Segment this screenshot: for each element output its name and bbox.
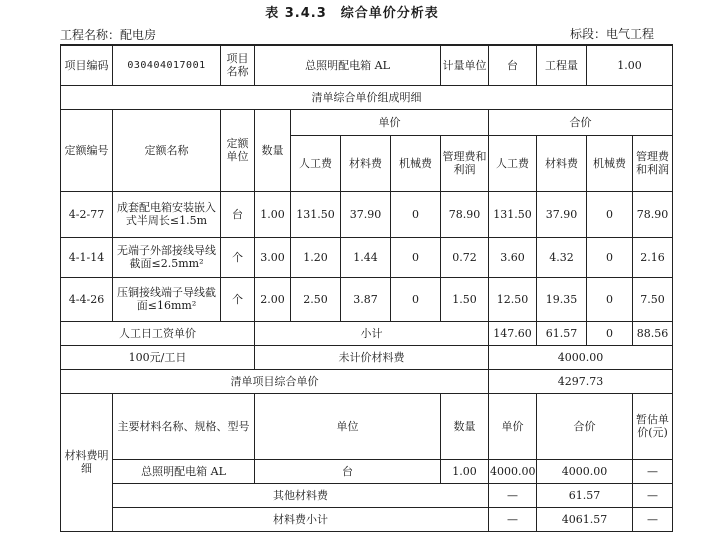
row-total-material: 37.90 — [537, 191, 587, 237]
materials-other-price: — — [489, 483, 537, 507]
row-unit-material: 1.44 — [341, 237, 391, 277]
composite-value: 4297.73 — [489, 369, 673, 393]
row-unit-machine: 0 — [391, 277, 441, 321]
row-total-material: 19.35 — [537, 277, 587, 321]
materials-item-name: 总照明配电箱 AL — [113, 459, 255, 483]
row-total-machine: 0 — [587, 237, 633, 277]
col-total-price-group: 合价 — [489, 109, 673, 135]
materials-col-unit: 单位 — [255, 393, 441, 459]
row-unit-labor: 2.50 — [291, 277, 341, 321]
materials-other-total: 61.57 — [537, 483, 633, 507]
materials-section-label: 材料费明细 — [61, 393, 113, 531]
row-total-labor: 3.60 — [489, 237, 537, 277]
unpriced-row — [61, 345, 673, 369]
subtotal-row — [61, 321, 673, 345]
code-value: 030404017001 — [113, 45, 221, 85]
row-unit: 台 — [221, 191, 255, 237]
table-row — [61, 237, 673, 277]
row-unit-mgmt: 78.90 — [441, 191, 489, 237]
subtotal-label: 小计 — [255, 321, 489, 345]
col-quota-name: 定额名称 — [113, 109, 221, 191]
col-quantity: 数量 — [255, 109, 291, 191]
row-code: 4-4-26 — [61, 277, 113, 321]
composition-title: 清单综合单价组成明细 — [61, 85, 673, 109]
materials-subtotal-label: 材料费小计 — [113, 507, 489, 531]
subtotal-machine: 0 — [587, 321, 633, 345]
row-unit-labor: 1.20 — [291, 237, 341, 277]
table-row — [61, 277, 673, 321]
materials-item-price: 4000.00 — [489, 459, 537, 483]
materials-subtotal-est-price: — — [633, 507, 673, 531]
col-total-material: 材料费 — [537, 135, 587, 191]
row-qty: 3.00 — [255, 237, 291, 277]
row-unit-material: 37.90 — [341, 191, 391, 237]
materials-item-total: 4000.00 — [537, 459, 633, 483]
composite-label: 清单项目综合单价 — [61, 369, 489, 393]
row-total-mgmt: 7.50 — [633, 277, 673, 321]
subtotal-labor: 147.60 — [489, 321, 537, 345]
materials-subtotal-price: — — [489, 507, 537, 531]
code-label: 项目编码 — [61, 45, 113, 85]
row-total-mgmt: 2.16 — [633, 237, 673, 277]
row-total-labor: 12.50 — [489, 277, 537, 321]
materials-col-qty: 数量 — [441, 393, 489, 459]
column-group-row — [61, 109, 673, 135]
col-quota-unit: 定额单位 — [221, 109, 255, 191]
qty-label: 工程量 — [537, 45, 587, 85]
name-value: 总照明配电箱 AL — [255, 45, 441, 85]
table-row — [61, 191, 673, 237]
materials-col-name: 主要材料名称、规格、型号 — [113, 393, 255, 459]
col-unit-labor: 人工费 — [291, 135, 341, 191]
col-quota-code: 定额编号 — [61, 109, 113, 191]
materials-subtotal-total: 4061.57 — [537, 507, 633, 531]
wage-value: 100元/工日 — [61, 345, 255, 369]
row-name: 无端子外部接线导线截面≤2.5mm² — [113, 237, 221, 277]
subtotal-material: 61.57 — [537, 321, 587, 345]
col-total-mgmt: 管理费和利润 — [633, 135, 673, 191]
project-name: 工程名称：配电房 — [60, 28, 157, 42]
name-label: 项目名称 — [221, 45, 255, 85]
materials-other-label: 其他材料费 — [113, 483, 489, 507]
row-qty: 2.00 — [255, 277, 291, 321]
row-total-labor: 131.50 — [489, 191, 537, 237]
qty-value: 1.00 — [587, 45, 673, 85]
materials-col-price: 单价 — [489, 393, 537, 459]
row-unit: 个 — [221, 277, 255, 321]
row-unit-mgmt: 0.72 — [441, 237, 489, 277]
row-code: 4-2-77 — [61, 191, 113, 237]
row-unit: 个 — [221, 237, 255, 277]
row-total-material: 4.32 — [537, 237, 587, 277]
row-total-machine: 0 — [587, 191, 633, 237]
composite-row — [61, 369, 673, 393]
col-total-machine: 机械费 — [587, 135, 633, 191]
row-code: 4-1-14 — [61, 237, 113, 277]
header-row — [61, 45, 673, 85]
cost-analysis-table — [60, 44, 673, 532]
row-total-machine: 0 — [587, 277, 633, 321]
materials-other-est-price: — — [633, 483, 673, 507]
wage-label: 人工日工资单价 — [61, 321, 255, 345]
unit-value: 台 — [489, 45, 537, 85]
materials-item-unit: 台 — [255, 459, 441, 483]
document-title: 表 3.4.3 综合单价分析表 — [265, 6, 439, 21]
row-unit-material: 3.87 — [341, 277, 391, 321]
materials-item-est-price: — — [633, 459, 673, 483]
materials-col-total: 合价 — [537, 393, 633, 459]
row-unit-machine: 0 — [391, 191, 441, 237]
materials-header-row — [61, 393, 673, 459]
row-name: 压铜接线端子导线截面≤16mm² — [113, 277, 221, 321]
col-unit-mgmt: 管理费和利润 — [441, 135, 489, 191]
subtotal-mgmt: 88.56 — [633, 321, 673, 345]
row-qty: 1.00 — [255, 191, 291, 237]
col-unit-material: 材料费 — [341, 135, 391, 191]
unpriced-value: 4000.00 — [489, 345, 673, 369]
row-unit-machine: 0 — [391, 237, 441, 277]
section-label: 标段：电气工程 — [569, 27, 654, 41]
materials-subtotal-row — [61, 507, 673, 531]
row-unit-labor: 131.50 — [291, 191, 341, 237]
materials-item-qty: 1.00 — [441, 459, 489, 483]
materials-other-row — [61, 483, 673, 507]
composition-title-row — [61, 85, 673, 109]
col-unit-price-group: 单价 — [291, 109, 489, 135]
unit-label: 计量单位 — [441, 45, 489, 85]
col-total-labor: 人工费 — [489, 135, 537, 191]
col-unit-machine: 机械费 — [391, 135, 441, 191]
materials-col-est-price: 暂估单价(元) — [633, 393, 673, 459]
row-unit-mgmt: 1.50 — [441, 277, 489, 321]
row-total-mgmt: 78.90 — [633, 191, 673, 237]
materials-item-row — [61, 459, 673, 483]
row-name: 成套配电箱安装嵌入式半周长≤1.5m — [113, 191, 221, 237]
unpriced-label: 未计价材料费 — [255, 345, 489, 369]
